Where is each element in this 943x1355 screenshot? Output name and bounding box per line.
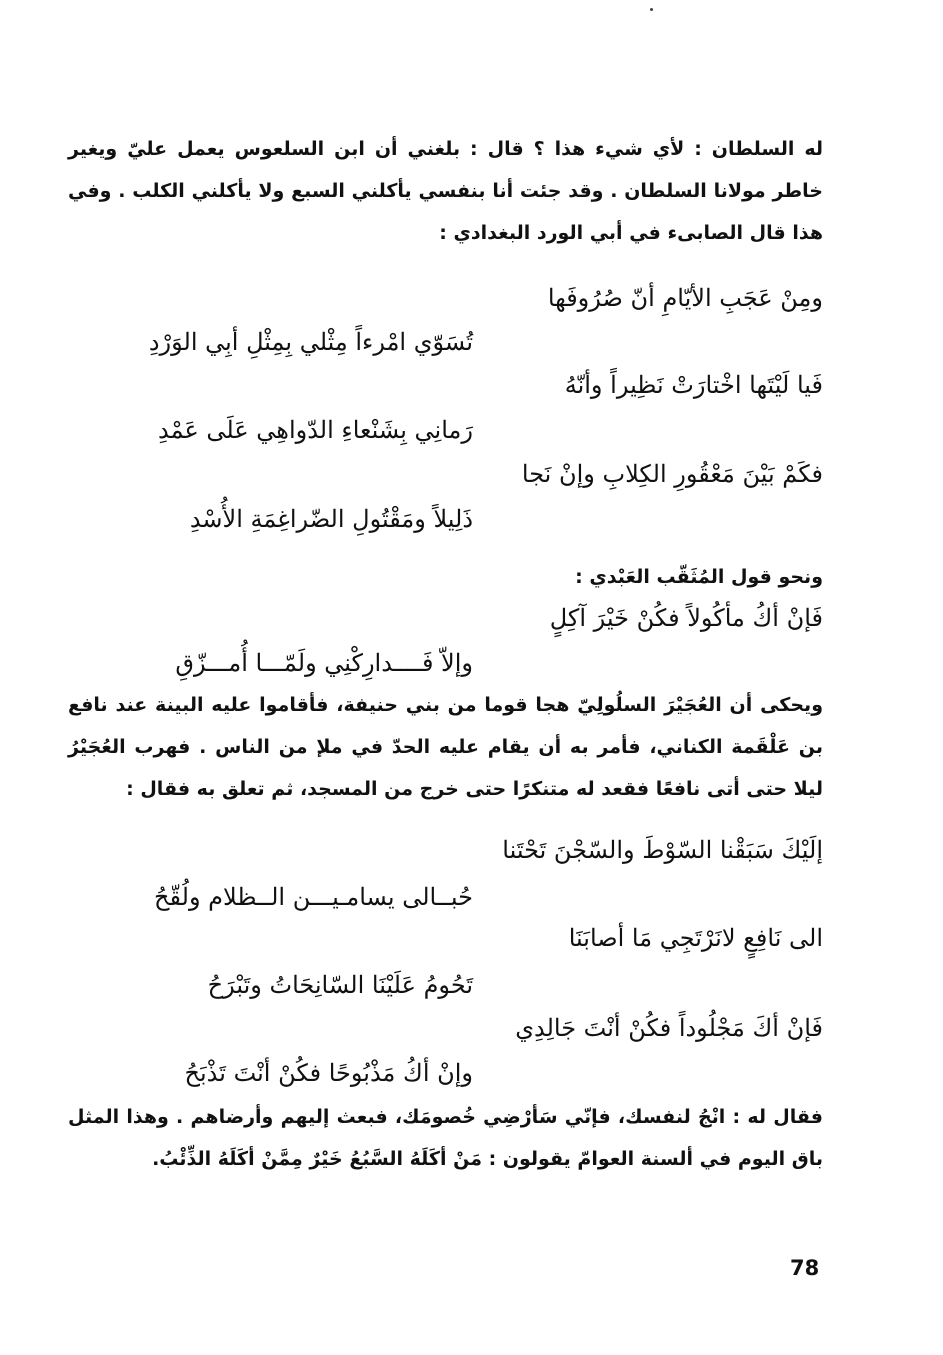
- poem-3-verse-2-second-hemistich: تَحُومُ عَلَيْنَا السّانِحَاتُ وتَبْرَحُ: [207, 971, 473, 999]
- paragraph-ujayr: ويحكى أن العُجَيْرَ السلُولِيّ هجا قوما من بني حنيفة، فأقاموا عليه البينة عند نافع بن عَلْقَمة الكناني، فأمر به أن يقام عليه الحدّ في ملإ من الناس . فهرب العُجَيْرُ ليلا حتى أتى نافعًا فقعد له متنكرًا حتى خرج من المسجد، ثم تعلق به فقال :: [68, 694, 823, 800]
- poem-3-verse-2-first-hemistich: الى نَافِعٍ لانَرْتَجِي مَا أصابَنَا: [568, 924, 823, 952]
- paragraph-muthaqqib: ونحو قول المُثَقّب العَبْدي :: [575, 566, 823, 588]
- poem-1-verse-3-second-hemistich: ذَلِيلاً ومَقْتُولِ الضّراغِمَةِ الأُسْدِ: [189, 505, 473, 533]
- poem-1-verse-2-first-hemistich: فَيا لَيْتَها اخْتارَتْ نَظِيراً وأنّهُ: [564, 371, 823, 399]
- poem-1-verse-1-second-hemistich: تُسَوّي امْرءاً مِثْلي بِمِثْلِ أبِي الوَرْدِ: [148, 328, 473, 356]
- paragraph-sultan: له السلطان : لأي شيء هذا ؟ قال : بلغني أن ابن السلعوس يعمل عليّ ويغير خاطر مولانا السلطان . وقد جئت أنا بنفسي يأكلني السبع ولا يأكلني الكلب . وفي هذا قال الصابىء في أبي الورد البغدادي :: [68, 138, 823, 244]
- poem-3-verse-1-first-hemistich: إلَيْكَ سَبَقْنا السّوْطَ والسّجْنَ تَحْتَنا: [502, 836, 823, 864]
- poem-1-verse-2-second-hemistich: رَمانِي بِشَنْعاءِ الدّواهِي عَلَى عَمْدِ: [157, 416, 473, 444]
- poem-3-verse-3-second-hemistich: وإنْ أكُ مَذْبُوحًا فكُنْ أنْتَ تَذْبَحُ: [184, 1059, 473, 1087]
- poem-3-verse-3-first-hemistich: فَإنْ أكَ مَجْلُوداً فكُنْ أنْتَ جَالِدِي: [515, 1014, 823, 1042]
- poem-1-verse-3-first-hemistich: فكَمْ بَيْنَ مَعْقُورِ الكِلابِ وإنْ نَجا: [521, 460, 823, 488]
- poem-2-verse-1-second-hemistich: وإلاّ فَــــدارِكْنِي ولَمّـــا أُمـــزّقِ: [175, 649, 473, 677]
- poem-1-verse-1-first-hemistich: ومِنْ عَجَبِ الأيّامِ أنّ صُرُوفَها: [547, 284, 823, 312]
- speck-mark: [650, 8, 653, 11]
- paragraph-conclusion: فقال له : انْجُ لنفسك، فإنّي سَأرْضِي خُصومَك، فبعث إليهم وأرضاهم . وهذا المثل باق اليوم في ألسنة العوامّ يقولون : مَنْ أكَلَهُ السَّبُعُ خَيْرٌ مِمَّنْ أكَلَهُ الذِّئْبُ.: [68, 1106, 823, 1170]
- poem-3-verse-1-second-hemistich: حُبــالى يسامـيـــن الــظلام ولُقّحُ: [154, 883, 473, 911]
- poem-2-verse-1-first-hemistich: فَإنْ أكُ مأكُولاً فكُنْ خَيْرَ آكِلٍ: [549, 604, 823, 632]
- page-number: 78: [790, 1256, 820, 1280]
